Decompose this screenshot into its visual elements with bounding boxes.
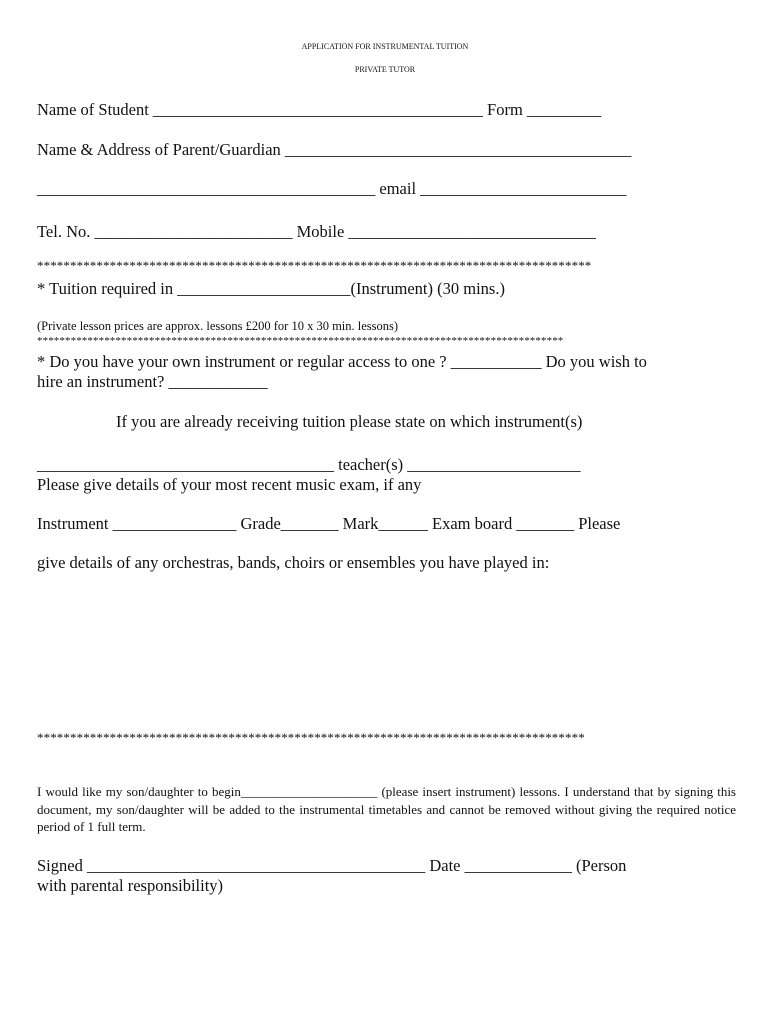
form-title: APPLICATION FOR INSTRUMENTAL TUITION xyxy=(301,42,469,51)
form-subtitle: PRIVATE TUTOR xyxy=(354,65,416,74)
ensembles-prompt: give details of any orchestras, bands, choirs or ensembles you have played in: xyxy=(37,553,550,572)
parent-name-address-field[interactable]: Name & Address of Parent/Guardian __________________________________________ xyxy=(37,140,632,159)
signature-date-field[interactable]: Signed _________________________________________ Date _____________ (Person xyxy=(37,856,627,875)
student-name-field[interactable]: Name of Student ________________________________________ Form _________ xyxy=(37,100,602,119)
own-instrument-question[interactable]: * Do you have your own instrument or regular access to one ? ___________ Do you wish to xyxy=(37,352,647,371)
telephone-mobile-field[interactable]: Tel. No. ________________________ Mobile ______________________________ xyxy=(37,222,596,241)
exam-details-prompt: Please give details of your most recent music exam, if any xyxy=(37,475,422,494)
agreement-text: I would like my son/daughter to begin_____________________ (please insert instrument) lessons. I understand that by signing this document, my son/daughter will be added to the instrumental timetables and cannot be removed without giving the required notice period of 1 full term. xyxy=(37,784,736,834)
divider-stars: ********************************************************************************************** xyxy=(37,335,564,347)
address-email-field[interactable]: _________________________________________ email _________________________ xyxy=(37,179,627,198)
hire-instrument-question[interactable]: hire an instrument? ____________ xyxy=(37,372,268,391)
prices-note: (Private lesson prices are approx. lessons £200 for 10 x 30 min. lessons) xyxy=(37,319,399,333)
divider-stars: ************************************************************************************ xyxy=(37,258,592,273)
parental-responsibility-note: with parental responsibility) xyxy=(37,876,224,895)
instrument-teacher-field[interactable]: ____________________________________ teacher(s) _____________________ xyxy=(37,455,581,474)
exam-details-field[interactable]: Instrument _______________ Grade_______ Mark______ Exam board _______ Please xyxy=(37,514,621,533)
already-receiving-prompt: If you are already receiving tuition please state on which instrument(s) xyxy=(116,412,583,431)
divider-stars: *********************************************************************************** xyxy=(37,730,585,745)
tuition-required-field[interactable]: * Tuition required in _____________________(Instrument) (30 mins.) xyxy=(37,279,505,298)
